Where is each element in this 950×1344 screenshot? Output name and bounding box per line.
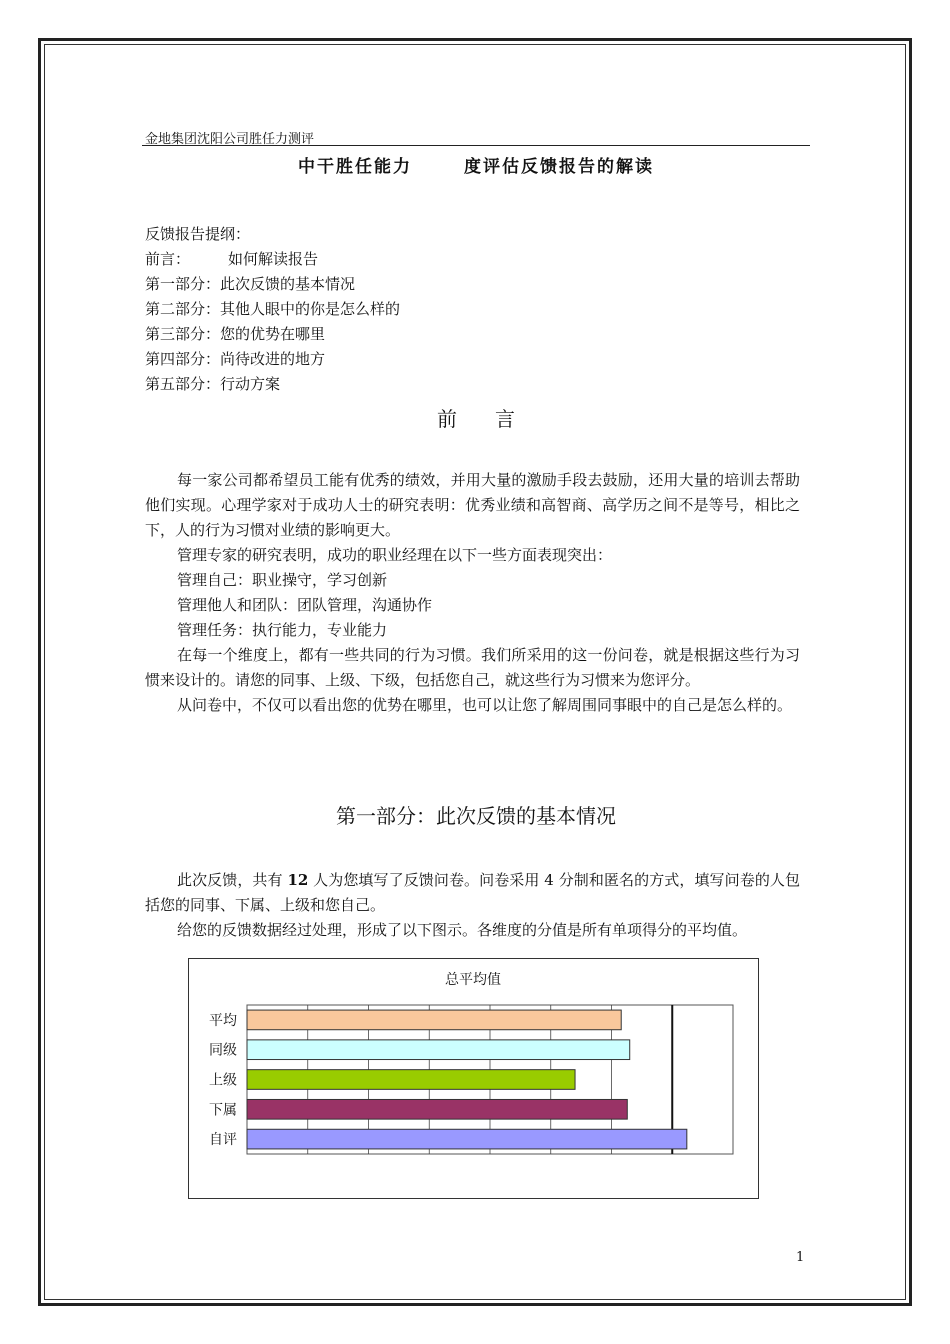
outline-heading: 反馈报告提纲：	[145, 225, 251, 243]
preface-heading-char-2: 言	[495, 407, 515, 431]
preface-paragraph: 管理他人和团队：团队管理，沟通协作	[177, 596, 433, 614]
outline-item	[145, 322, 400, 347]
page-number: 1	[796, 1250, 805, 1265]
outline-item-value: 如何解读报告	[228, 250, 319, 268]
preface-paragraph: 管理任务：执行能力，专业能力	[177, 621, 388, 639]
outline-item-value: 其他人眼中的你是怎么样的	[220, 300, 401, 318]
title-part-right: 度评估反馈报告的解读	[464, 157, 654, 177]
outline-item-label: 第二部分：	[145, 300, 221, 318]
category-label: 上级	[209, 1072, 237, 1089]
respondent-count: 12	[287, 871, 309, 889]
category-label: 下属	[209, 1102, 237, 1119]
part1-paragraph	[145, 868, 800, 918]
average-score-chart	[188, 958, 759, 1199]
part1-paragraph: 给您的反馈数据经过处理，形成了以下图示。各维度的分值是所有单项得分的平均值。	[177, 921, 748, 939]
outline-item-value: 尚待改进的地方	[220, 350, 326, 368]
title-part-left: 中干胜任能力	[298, 157, 412, 177]
outline-item	[145, 247, 400, 272]
category-label: 自评	[209, 1132, 237, 1149]
outline-item-value: 此次反馈的基本情况	[220, 275, 356, 293]
preface-paragraph: 从问卷中，不仅可以看出您的优势在哪里，也可以让您了解周围同事眼中的自己是怎么样的。	[177, 696, 793, 714]
preface-paragraph: 在每一个维度上，都有一些共同的行为习惯。我们所采用的这一份问卷，就是根据这些行为习惯来设计的。请您的同事、上级、下级，包括您自己，就这些行为习惯来为您评分。	[145, 646, 800, 689]
preface-body	[145, 468, 800, 718]
part1-heading: 第一部分：此次反馈的基本情况	[336, 804, 616, 828]
part1-body	[145, 868, 800, 943]
outline-item-label: 前言：	[145, 250, 191, 268]
document-title	[142, 152, 810, 177]
outline-item	[145, 347, 400, 372]
preface-paragraph: 管理专家的研究表明，成功的职业经理在以下一些方面表现突出：	[177, 546, 613, 564]
outline-item-label: 第一部分：	[145, 275, 221, 293]
preface-paragraph: 每一家公司都希望员工能有优秀的绩效，并用大量的激励手段去鼓励，还用大量的培训去帮助他们实现。心理学家对于成功人士的研究表明：优秀业绩和高智商、高学历之间不是等号，相比之下，人的行为习惯对业绩的影响更大。	[145, 471, 800, 539]
running-header: 金地集团沈阳公司胜任力测评	[145, 132, 315, 147]
outline-item-value: 您的优势在哪里	[220, 325, 326, 343]
chart-title: 总平均值	[445, 972, 501, 988]
outline-item	[145, 272, 400, 297]
bar-chart-svg	[189, 959, 757, 1197]
bar-平均	[247, 1010, 621, 1030]
preface-paragraph: 管理自己：职业操守，学习创新	[177, 571, 388, 589]
outline-item-label: 第三部分：	[145, 325, 221, 343]
preface-heading-char-1: 前	[437, 407, 457, 431]
outline-item	[145, 372, 400, 397]
header-rule	[142, 145, 810, 146]
bar-下属	[247, 1099, 627, 1119]
outline-item	[145, 297, 400, 322]
outline-item-label: 第五部分：	[145, 375, 221, 393]
category-label: 平均	[209, 1012, 237, 1029]
part1-text: 此次反馈，共有	[177, 871, 288, 889]
bar-同级	[247, 1040, 630, 1060]
outline-item-value: 行动方案	[220, 375, 281, 393]
bar-自评	[247, 1129, 687, 1149]
outline-item-label: 第四部分：	[145, 350, 221, 368]
preface-heading	[142, 403, 810, 432]
bar-上级	[247, 1070, 575, 1090]
report-outline	[145, 222, 400, 397]
category-label: 同级	[209, 1042, 237, 1059]
part1-text: 人为您填写了反馈问卷。问卷采用 4 分制和匿名的方式，填写问卷的人包括您的同事、下属、上级和您自己。	[145, 871, 800, 914]
